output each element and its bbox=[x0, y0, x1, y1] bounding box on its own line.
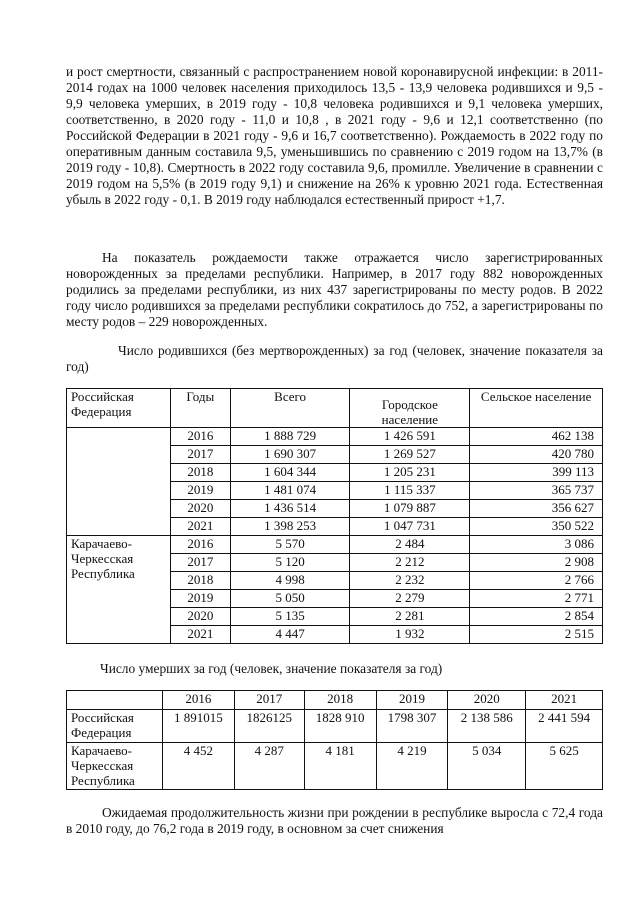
paragraph-births-outside: На показатель рождаемости также отражается число зарегистрированных новорожденных за пределами республики. Например, в 2017 году 882 новорожденных родились за пределами республики, из них 437 зарегистрированы по месту родов. В 2022 году число родившихся за пределами республики сократилось до 752, а зарегистрированы по месту родов – 229 новорожденных. bbox=[66, 250, 603, 329]
births-rural-cell: 2 854 bbox=[470, 608, 603, 626]
births-urban-cell: 1 205 231 bbox=[350, 464, 470, 482]
births-rural-cell: 2 766 bbox=[470, 572, 603, 590]
births-urban-cell: 2 212 bbox=[350, 554, 470, 572]
births-table bbox=[66, 388, 603, 644]
births-total-cell: 5 050 bbox=[230, 590, 350, 608]
deaths-value-cell: 1798 307 bbox=[376, 710, 448, 743]
births-rural-cell: 420 780 bbox=[470, 446, 603, 464]
births-urban-cell: 2 484 bbox=[350, 536, 470, 554]
births-total-cell: 1 690 307 bbox=[230, 446, 350, 464]
deaths-year-header: 2019 bbox=[376, 691, 448, 710]
deaths-value-cell: 4 287 bbox=[234, 743, 304, 790]
births-urban-cell: 2 281 bbox=[350, 608, 470, 626]
births-year-cell: 2016 bbox=[170, 428, 230, 446]
births-total-cell: 5 135 bbox=[230, 608, 350, 626]
deaths-row bbox=[67, 743, 603, 790]
deaths-row bbox=[67, 710, 603, 743]
births-rural-cell: 356 627 bbox=[470, 500, 603, 518]
deaths-table-header bbox=[67, 691, 603, 710]
deaths-year-header: 2016 bbox=[162, 691, 234, 710]
births-table-header bbox=[67, 389, 603, 428]
deaths-value-cell: 1828 910 bbox=[304, 710, 376, 743]
births-rural-cell: 2 908 bbox=[470, 554, 603, 572]
births-rural-cell: 3 086 bbox=[470, 536, 603, 554]
births-urban-cell: 1 932 bbox=[350, 626, 470, 644]
deaths-region-cell: Карачаево-Черкесская Республика bbox=[67, 743, 163, 790]
births-total-cell: 1 481 074 bbox=[230, 482, 350, 500]
births-total-cell: 1 398 253 bbox=[230, 518, 350, 536]
births-year-cell: 2018 bbox=[170, 464, 230, 482]
deaths-value-cell: 5 034 bbox=[448, 743, 526, 790]
deaths-year-header: 2017 bbox=[234, 691, 304, 710]
births-year-cell: 2016 bbox=[170, 536, 230, 554]
births-rural-cell: 462 138 bbox=[470, 428, 603, 446]
births-urban-cell: 1 079 887 bbox=[350, 500, 470, 518]
deaths-value-cell: 2 441 594 bbox=[526, 710, 603, 743]
header-empty bbox=[67, 691, 163, 710]
deaths-year-header: 2021 bbox=[526, 691, 603, 710]
births-urban-cell: 1 426 591 bbox=[350, 428, 470, 446]
deaths-value-cell: 5 625 bbox=[526, 743, 603, 790]
deaths-value-cell: 1 891015 bbox=[162, 710, 234, 743]
births-year-cell: 2020 bbox=[170, 500, 230, 518]
births-year-cell: 2017 bbox=[170, 446, 230, 464]
births-rural-cell: 365 737 bbox=[470, 482, 603, 500]
paragraph-mortality: и рост смертности, связанный с распространением новой коронавирусной инфекции: в 2011-2014 годах на 1000 человек населения приходилось 13,5 - 13,9 человека родившихся и 9,5 - 9,9 человека умерших, в 2019 году - 10,8 человека родившихся и 9,1 человека умерших, соответственно, в 2020 году - 11,0 и 10,8 , в 2021 году - 9,6 и 12,1 соответственно (по Российской Федерации в 2021 году - 9,6 и 16,7 соответственно). Рождаемость в 2022 году по оперативным данным составила 9,5, уменьшившись по сравнению с 2019 годом на 13,7% (в 2019 году - 10,8). Смертность в 2022 году составила 9,6, промилле. Увеличение в сравнении с 2019 годом на 5,5% (в 2019 году 9,1) и снижение на 26% к уровню 2021 года. Естественная убыль в 2022 году - 0,1. В 2019 году наблюдался естественный прирост +1,7. bbox=[66, 64, 603, 207]
births-rural-cell: 2 771 bbox=[470, 590, 603, 608]
births-urban-cell: 1 269 527 bbox=[350, 446, 470, 464]
deaths-value-cell: 2 138 586 bbox=[448, 710, 526, 743]
births-urban-cell: 2 232 bbox=[350, 572, 470, 590]
births-row bbox=[67, 428, 603, 446]
paragraph-life-expectancy: Ожидаемая продолжительность жизни при рождении в республике выросла с 72,4 года в 2010 году, до 76,2 года в 2019 году, в основном за счет снижения bbox=[66, 805, 603, 836]
births-year-cell: 2019 bbox=[170, 590, 230, 608]
births-year-cell: 2017 bbox=[170, 554, 230, 572]
header-total: Всего bbox=[230, 389, 350, 428]
births-total-cell: 4 447 bbox=[230, 626, 350, 644]
deaths-value-cell: 4 181 bbox=[304, 743, 376, 790]
header-rural: Сельское население bbox=[470, 389, 603, 428]
header-region: Российская Федерация bbox=[67, 389, 171, 428]
births-total-cell: 5 120 bbox=[230, 554, 350, 572]
births-year-cell: 2018 bbox=[170, 572, 230, 590]
deaths-table-caption: Число умерших за год (человек, значение показателя за год) bbox=[100, 661, 443, 676]
births-row bbox=[67, 536, 603, 554]
births-rural-cell: 399 113 bbox=[470, 464, 603, 482]
deaths-value-cell: 4 219 bbox=[376, 743, 448, 790]
deaths-value-cell: 4 452 bbox=[162, 743, 234, 790]
births-year-cell: 2021 bbox=[170, 518, 230, 536]
deaths-region-cell: Российская Федерация bbox=[67, 710, 163, 743]
births-rural-cell: 350 522 bbox=[470, 518, 603, 536]
births-year-cell: 2019 bbox=[170, 482, 230, 500]
births-total-cell: 1 888 729 bbox=[230, 428, 350, 446]
header-years: Годы bbox=[170, 389, 230, 428]
header-urban: Городское население bbox=[350, 389, 470, 428]
births-urban-cell: 1 115 337 bbox=[350, 482, 470, 500]
births-year-cell: 2021 bbox=[170, 626, 230, 644]
births-rural-cell: 2 515 bbox=[470, 626, 603, 644]
births-year-cell: 2020 bbox=[170, 608, 230, 626]
deaths-year-header: 2020 bbox=[448, 691, 526, 710]
births-table-caption: Число родившихся (без мертворожденных) за год (человек, значение показателя за год) bbox=[66, 343, 603, 374]
births-total-cell: 1 436 514 bbox=[230, 500, 350, 518]
births-total-cell: 4 998 bbox=[230, 572, 350, 590]
births-total-cell: 1 604 344 bbox=[230, 464, 350, 482]
deaths-value-cell: 1826125 bbox=[234, 710, 304, 743]
kchr-region-cell: Карачаево-Черкесская Республика bbox=[67, 536, 171, 644]
births-urban-cell: 2 279 bbox=[350, 590, 470, 608]
births-total-cell: 5 570 bbox=[230, 536, 350, 554]
deaths-year-header: 2018 bbox=[304, 691, 376, 710]
deaths-table bbox=[66, 690, 603, 790]
rf-region-cell bbox=[67, 428, 171, 536]
births-urban-cell: 1 047 731 bbox=[350, 518, 470, 536]
